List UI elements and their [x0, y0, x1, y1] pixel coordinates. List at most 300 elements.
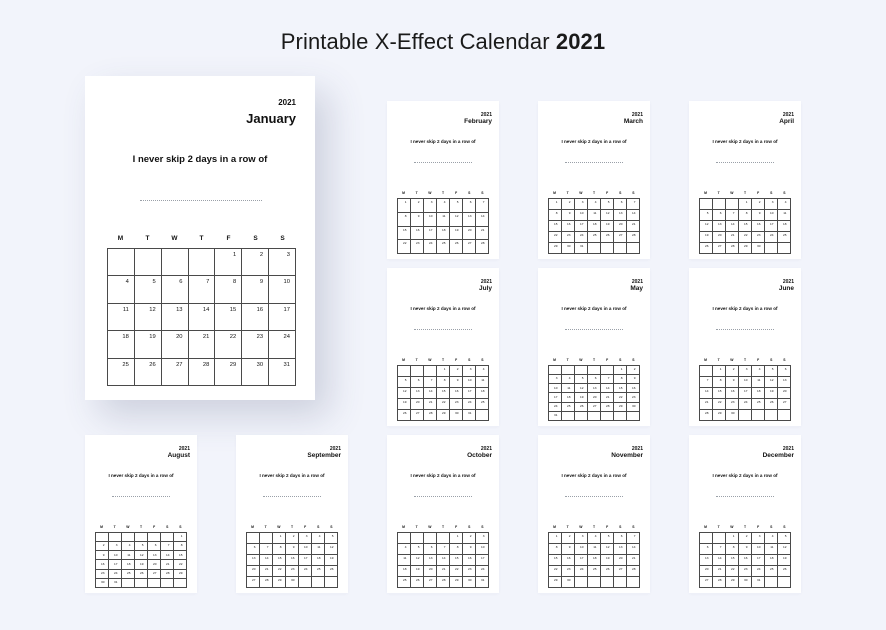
day-cell[interactable] [411, 240, 424, 254]
day-cell[interactable] [700, 377, 713, 388]
day-cell[interactable] [269, 331, 296, 358]
day-cell[interactable] [437, 544, 450, 555]
day-cell[interactable] [627, 402, 640, 411]
day-cell[interactable] [614, 402, 627, 411]
day-cell[interactable] [312, 533, 325, 544]
day-cell[interactable] [398, 212, 411, 226]
day-cell[interactable] [627, 210, 640, 221]
day-cell[interactable] [424, 226, 437, 240]
day-cell[interactable] [549, 243, 562, 254]
day-cell[interactable] [398, 240, 411, 254]
day-cell[interactable] [601, 533, 614, 544]
day-cell[interactable] [109, 551, 122, 560]
day-cell[interactable] [260, 577, 273, 588]
day-cell[interactable] [752, 199, 765, 210]
day-cell[interactable] [575, 221, 588, 232]
day-cell[interactable] [476, 212, 489, 226]
day-cell[interactable] [549, 384, 562, 393]
day-cell[interactable] [134, 276, 161, 303]
day-cell[interactable] [312, 555, 325, 566]
day-cell[interactable] [700, 399, 713, 410]
day-cell[interactable] [562, 243, 575, 254]
day-cell[interactable] [450, 566, 463, 577]
day-cell[interactable] [463, 555, 476, 566]
day-cell[interactable] [765, 566, 778, 577]
day-cell[interactable] [588, 375, 601, 384]
day-cell[interactable] [627, 566, 640, 577]
day-cell[interactable] [247, 544, 260, 555]
day-cell[interactable] [752, 366, 765, 377]
day-cell[interactable] [188, 303, 215, 330]
day-cell[interactable] [312, 544, 325, 555]
day-cell[interactable] [752, 232, 765, 243]
day-cell[interactable] [549, 544, 562, 555]
day-cell[interactable] [739, 377, 752, 388]
day-cell[interactable] [269, 249, 296, 276]
day-cell[interactable] [398, 377, 411, 388]
day-cell[interactable] [713, 544, 726, 555]
day-cell[interactable] [286, 555, 299, 566]
day-cell[interactable] [739, 544, 752, 555]
day-cell[interactable] [752, 577, 765, 588]
day-cell[interactable] [726, 577, 739, 588]
day-cell[interactable] [174, 560, 187, 569]
day-cell[interactable] [260, 566, 273, 577]
day-cell[interactable] [549, 210, 562, 221]
day-cell[interactable] [463, 410, 476, 421]
day-cell[interactable] [627, 199, 640, 210]
day-cell[interactable] [726, 366, 739, 377]
day-cell[interactable] [549, 533, 562, 544]
day-cell[interactable] [601, 555, 614, 566]
day-cell[interactable] [135, 542, 148, 551]
day-cell[interactable] [627, 393, 640, 402]
day-cell[interactable] [437, 555, 450, 566]
day-cell[interactable] [588, 402, 601, 411]
day-cell[interactable] [739, 232, 752, 243]
day-cell[interactable] [411, 226, 424, 240]
day-cell[interactable] [588, 232, 601, 243]
day-cell[interactable] [739, 577, 752, 588]
day-cell[interactable] [398, 544, 411, 555]
day-cell[interactable] [752, 388, 765, 399]
day-cell[interactable] [562, 384, 575, 393]
day-cell[interactable] [109, 560, 122, 569]
day-cell[interactable] [450, 377, 463, 388]
day-cell[interactable] [752, 210, 765, 221]
day-cell[interactable] [215, 331, 242, 358]
day-cell[interactable] [273, 555, 286, 566]
day-cell[interactable] [562, 566, 575, 577]
day-cell[interactable] [174, 533, 187, 542]
day-cell[interactable] [411, 388, 424, 399]
day-cell[interactable] [601, 199, 614, 210]
day-cell[interactable] [778, 544, 791, 555]
day-cell[interactable] [549, 566, 562, 577]
day-cell[interactable] [588, 199, 601, 210]
day-cell[interactable] [269, 276, 296, 303]
day-cell[interactable] [463, 240, 476, 254]
day-cell[interactable] [188, 276, 215, 303]
day-cell[interactable] [286, 566, 299, 577]
day-cell[interactable] [299, 544, 312, 555]
day-cell[interactable] [148, 551, 161, 560]
day-cell[interactable] [450, 366, 463, 377]
day-cell[interactable] [562, 393, 575, 402]
day-cell[interactable] [286, 533, 299, 544]
day-cell[interactable] [463, 533, 476, 544]
day-cell[interactable] [713, 555, 726, 566]
day-cell[interactable] [627, 221, 640, 232]
day-cell[interactable] [765, 555, 778, 566]
day-cell[interactable] [325, 566, 338, 577]
day-cell[interactable] [752, 533, 765, 544]
day-cell[interactable] [411, 377, 424, 388]
day-cell[interactable] [739, 199, 752, 210]
day-cell[interactable] [437, 566, 450, 577]
day-cell[interactable] [739, 221, 752, 232]
day-cell[interactable] [726, 243, 739, 254]
day-cell[interactable] [215, 249, 242, 276]
day-cell[interactable] [700, 566, 713, 577]
day-cell[interactable] [549, 402, 562, 411]
day-cell[interactable] [242, 331, 269, 358]
day-cell[interactable] [614, 210, 627, 221]
day-cell[interactable] [765, 199, 778, 210]
day-cell[interactable] [739, 388, 752, 399]
day-cell[interactable] [562, 199, 575, 210]
day-cell[interactable] [627, 232, 640, 243]
day-cell[interactable] [411, 212, 424, 226]
day-cell[interactable] [614, 544, 627, 555]
day-cell[interactable] [247, 555, 260, 566]
day-cell[interactable] [450, 212, 463, 226]
day-cell[interactable] [299, 566, 312, 577]
day-cell[interactable] [713, 388, 726, 399]
day-cell[interactable] [549, 577, 562, 588]
day-cell[interactable] [398, 566, 411, 577]
day-cell[interactable] [398, 555, 411, 566]
day-cell[interactable] [476, 399, 489, 410]
day-cell[interactable] [614, 384, 627, 393]
day-cell[interactable] [148, 560, 161, 569]
day-cell[interactable] [476, 577, 489, 588]
day-cell[interactable] [437, 212, 450, 226]
day-cell[interactable] [752, 221, 765, 232]
day-cell[interactable] [476, 566, 489, 577]
day-cell[interactable] [260, 544, 273, 555]
day-cell[interactable] [174, 569, 187, 578]
day-cell[interactable] [312, 566, 325, 577]
day-cell[interactable] [765, 221, 778, 232]
day-cell[interactable] [398, 399, 411, 410]
day-cell[interactable] [614, 555, 627, 566]
day-cell[interactable] [588, 384, 601, 393]
day-cell[interactable] [713, 232, 726, 243]
day-cell[interactable] [273, 544, 286, 555]
day-cell[interactable] [450, 577, 463, 588]
day-cell[interactable] [424, 555, 437, 566]
day-cell[interactable] [96, 560, 109, 569]
day-cell[interactable] [549, 232, 562, 243]
day-cell[interactable] [108, 331, 135, 358]
day-cell[interactable] [778, 399, 791, 410]
day-cell[interactable] [765, 399, 778, 410]
day-cell[interactable] [614, 566, 627, 577]
day-cell[interactable] [575, 199, 588, 210]
day-cell[interactable] [700, 577, 713, 588]
day-cell[interactable] [627, 366, 640, 375]
day-cell[interactable] [96, 542, 109, 551]
day-cell[interactable] [778, 388, 791, 399]
day-cell[interactable] [450, 240, 463, 254]
day-cell[interactable] [260, 555, 273, 566]
day-cell[interactable] [411, 410, 424, 421]
day-cell[interactable] [476, 226, 489, 240]
day-cell[interactable] [273, 566, 286, 577]
day-cell[interactable] [726, 388, 739, 399]
day-cell[interactable] [437, 240, 450, 254]
day-cell[interactable] [601, 384, 614, 393]
day-cell[interactable] [778, 221, 791, 232]
day-cell[interactable] [174, 551, 187, 560]
day-cell[interactable] [450, 544, 463, 555]
day-cell[interactable] [247, 566, 260, 577]
day-cell[interactable] [739, 243, 752, 254]
day-cell[interactable] [96, 578, 109, 587]
day-cell[interactable] [463, 399, 476, 410]
day-cell[interactable] [424, 377, 437, 388]
day-cell[interactable] [700, 221, 713, 232]
day-cell[interactable] [411, 199, 424, 213]
day-cell[interactable] [273, 577, 286, 588]
day-cell[interactable] [765, 377, 778, 388]
day-cell[interactable] [575, 566, 588, 577]
day-cell[interactable] [109, 569, 122, 578]
day-cell[interactable] [562, 375, 575, 384]
day-cell[interactable] [700, 544, 713, 555]
day-cell[interactable] [549, 411, 562, 420]
day-cell[interactable] [588, 210, 601, 221]
day-cell[interactable] [614, 375, 627, 384]
day-cell[interactable] [739, 210, 752, 221]
day-cell[interactable] [739, 399, 752, 410]
day-cell[interactable] [726, 210, 739, 221]
day-cell[interactable] [700, 410, 713, 421]
day-cell[interactable] [562, 402, 575, 411]
day-cell[interactable] [739, 366, 752, 377]
day-cell[interactable] [398, 226, 411, 240]
day-cell[interactable] [562, 555, 575, 566]
day-cell[interactable] [476, 533, 489, 544]
day-cell[interactable] [476, 555, 489, 566]
day-cell[interactable] [476, 366, 489, 377]
day-cell[interactable] [476, 199, 489, 213]
day-cell[interactable] [122, 560, 135, 569]
day-cell[interactable] [398, 410, 411, 421]
day-cell[interactable] [299, 533, 312, 544]
day-cell[interactable] [588, 221, 601, 232]
day-cell[interactable] [247, 577, 260, 588]
day-cell[interactable] [450, 199, 463, 213]
day-cell[interactable] [411, 399, 424, 410]
day-cell[interactable] [299, 555, 312, 566]
day-cell[interactable] [96, 551, 109, 560]
day-cell[interactable] [463, 577, 476, 588]
day-cell[interactable] [726, 566, 739, 577]
day-cell[interactable] [575, 555, 588, 566]
day-cell[interactable] [108, 276, 135, 303]
day-cell[interactable] [726, 232, 739, 243]
day-cell[interactable] [765, 544, 778, 555]
day-cell[interactable] [752, 243, 765, 254]
day-cell[interactable] [575, 533, 588, 544]
day-cell[interactable] [778, 232, 791, 243]
day-cell[interactable] [765, 210, 778, 221]
day-cell[interactable] [242, 276, 269, 303]
day-cell[interactable] [614, 533, 627, 544]
day-cell[interactable] [752, 377, 765, 388]
day-cell[interactable] [411, 544, 424, 555]
day-cell[interactable] [562, 533, 575, 544]
day-cell[interactable] [476, 240, 489, 254]
day-cell[interactable] [627, 533, 640, 544]
day-cell[interactable] [562, 210, 575, 221]
day-cell[interactable] [450, 388, 463, 399]
day-cell[interactable] [398, 577, 411, 588]
day-cell[interactable] [713, 399, 726, 410]
day-cell[interactable] [778, 366, 791, 377]
day-cell[interactable] [752, 544, 765, 555]
day-cell[interactable] [437, 388, 450, 399]
day-cell[interactable] [450, 410, 463, 421]
day-cell[interactable] [713, 577, 726, 588]
day-cell[interactable] [108, 303, 135, 330]
day-cell[interactable] [549, 555, 562, 566]
day-cell[interactable] [752, 399, 765, 410]
day-cell[interactable] [108, 358, 135, 385]
day-cell[interactable] [161, 569, 174, 578]
day-cell[interactable] [269, 303, 296, 330]
day-cell[interactable] [437, 377, 450, 388]
day-cell[interactable] [437, 366, 450, 377]
day-cell[interactable] [588, 533, 601, 544]
day-cell[interactable] [614, 393, 627, 402]
day-cell[interactable] [215, 276, 242, 303]
day-cell[interactable] [713, 210, 726, 221]
day-cell[interactable] [463, 366, 476, 377]
day-cell[interactable] [242, 358, 269, 385]
day-cell[interactable] [739, 555, 752, 566]
day-cell[interactable] [135, 569, 148, 578]
day-cell[interactable] [588, 393, 601, 402]
day-cell[interactable] [601, 402, 614, 411]
day-cell[interactable] [122, 542, 135, 551]
day-cell[interactable] [450, 533, 463, 544]
day-cell[interactable] [614, 199, 627, 210]
day-cell[interactable] [135, 551, 148, 560]
day-cell[interactable] [476, 544, 489, 555]
day-cell[interactable] [135, 560, 148, 569]
day-cell[interactable] [726, 410, 739, 421]
day-cell[interactable] [450, 226, 463, 240]
day-cell[interactable] [134, 303, 161, 330]
day-cell[interactable] [614, 221, 627, 232]
day-cell[interactable] [562, 577, 575, 588]
day-cell[interactable] [424, 566, 437, 577]
day-cell[interactable] [109, 542, 122, 551]
day-cell[interactable] [713, 566, 726, 577]
day-cell[interactable] [575, 544, 588, 555]
day-cell[interactable] [437, 199, 450, 213]
day-cell[interactable] [424, 577, 437, 588]
day-cell[interactable] [463, 544, 476, 555]
day-cell[interactable] [122, 551, 135, 560]
day-cell[interactable] [575, 232, 588, 243]
day-cell[interactable] [700, 243, 713, 254]
day-cell[interactable] [778, 199, 791, 210]
day-cell[interactable] [325, 533, 338, 544]
day-cell[interactable] [188, 358, 215, 385]
day-cell[interactable] [575, 402, 588, 411]
day-cell[interactable] [588, 555, 601, 566]
day-cell[interactable] [463, 566, 476, 577]
day-cell[interactable] [601, 210, 614, 221]
day-cell[interactable] [601, 375, 614, 384]
day-cell[interactable] [134, 331, 161, 358]
day-cell[interactable] [726, 377, 739, 388]
day-cell[interactable] [765, 232, 778, 243]
day-cell[interactable] [242, 249, 269, 276]
day-cell[interactable] [424, 410, 437, 421]
day-cell[interactable] [778, 555, 791, 566]
day-cell[interactable] [463, 199, 476, 213]
day-cell[interactable] [161, 542, 174, 551]
day-cell[interactable] [463, 226, 476, 240]
day-cell[interactable] [614, 366, 627, 375]
day-cell[interactable] [713, 377, 726, 388]
day-cell[interactable] [778, 210, 791, 221]
day-cell[interactable] [739, 533, 752, 544]
day-cell[interactable] [424, 240, 437, 254]
day-cell[interactable] [122, 569, 135, 578]
day-cell[interactable] [575, 384, 588, 393]
day-cell[interactable] [161, 276, 188, 303]
day-cell[interactable] [765, 533, 778, 544]
day-cell[interactable] [286, 577, 299, 588]
day-cell[interactable] [398, 388, 411, 399]
day-cell[interactable] [411, 555, 424, 566]
day-cell[interactable] [286, 544, 299, 555]
day-cell[interactable] [273, 533, 286, 544]
day-cell[interactable] [575, 393, 588, 402]
day-cell[interactable] [588, 544, 601, 555]
day-cell[interactable] [700, 388, 713, 399]
day-cell[interactable] [752, 555, 765, 566]
day-cell[interactable] [398, 199, 411, 213]
day-cell[interactable] [437, 577, 450, 588]
day-cell[interactable] [713, 221, 726, 232]
day-cell[interactable] [242, 303, 269, 330]
day-cell[interactable] [778, 566, 791, 577]
day-cell[interactable] [700, 210, 713, 221]
day-cell[interactable] [700, 232, 713, 243]
day-cell[interactable] [549, 199, 562, 210]
day-cell[interactable] [148, 542, 161, 551]
day-cell[interactable] [726, 533, 739, 544]
day-cell[interactable] [549, 221, 562, 232]
day-cell[interactable] [765, 388, 778, 399]
